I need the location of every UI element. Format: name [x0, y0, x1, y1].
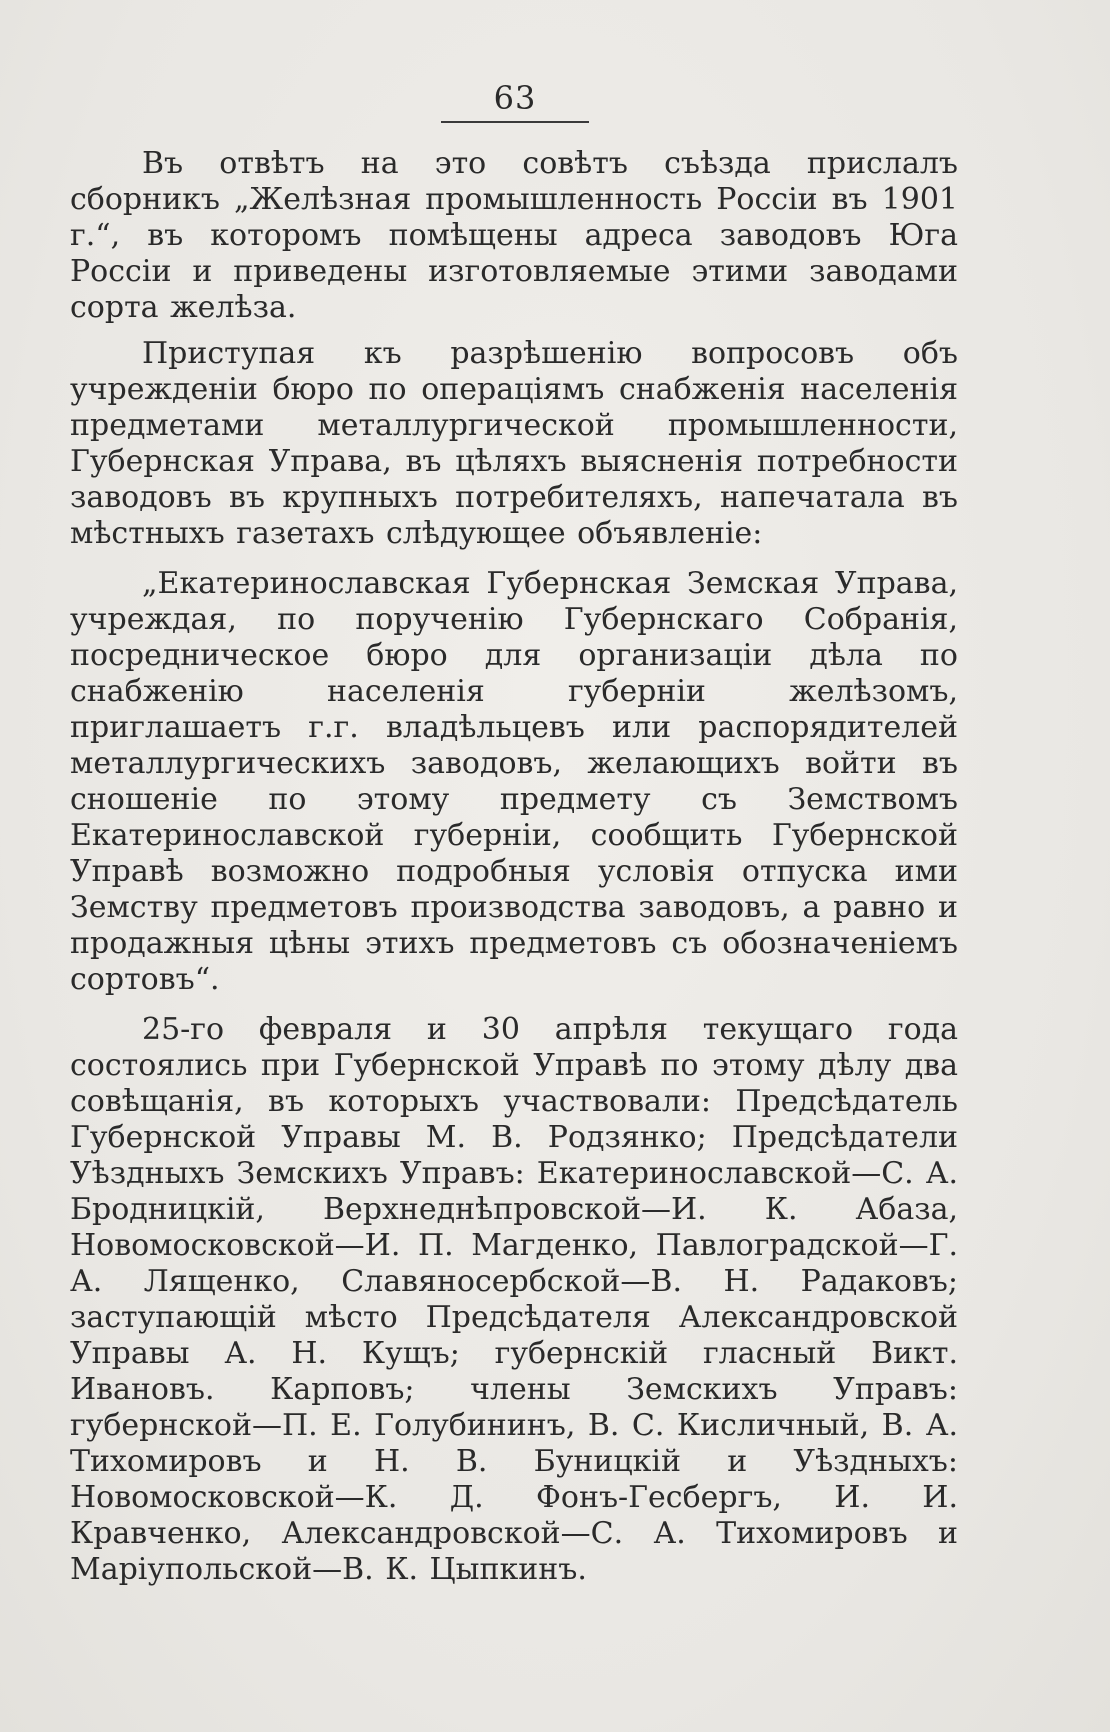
- paragraph-announcement: „Екатеринославская Губернская Земская Управа, учреждая, по порученію Губернскаго Собранія, посредническое бюро для организаціи дѣла по снабженію населенія губерніи желѣзомъ, приглашаетъ г.г. владѣльцевъ или распорядителей металлургическихъ заводовъ, желающихъ войти въ сношеніе по этому предмету съ Земствомъ Екатеринославской губерніи, сообщить Губернской Управѣ возможно подробныя условія отпуска ими Земству предметовъ производства заводовъ, а равно и продажныя цѣны этихъ предметовъ съ обозначеніемъ сортовъ“.: [70, 566, 958, 997]
- page-number-rule: [441, 121, 589, 123]
- paragraph-reply: Въ отвѣтъ на это совѣтъ съѣзда прислалъ сборникъ „Желѣзная промышленность Россіи въ 1901 г.“, въ которомъ помѣщены адреса заводовъ Юга Россіи и приведены изготовляемые этими заводами сорта желѣза.: [70, 146, 958, 325]
- page-number: 63: [493, 79, 537, 117]
- paragraph-meetings: 25-го февраля и 30 апрѣля текущаго года состоялись при Губернской Управѣ по этому дѣлу два совѣщанія, въ которыхъ участвовали: Предсѣдатель Губернской Управы М. В. Родзянко; Предсѣдатели Уѣздныхъ Земскихъ Управъ: Екатеринославской—С. А. Бродницкій, Верхнеднѣпровской—И. К. Абаза, Новомосковской—И. П. Магденко, Павлоградской—Г. А. Лященко, Славяносербской—В. Н. Радаковъ; заступающій мѣсто Предсѣдателя Александровской Управы А. Н. Кущъ; губернскій гласный Викт. Ивановъ. Карповъ; члены Земскихъ Управъ: губернской—П. Е. Голубининъ, В. С. Кисличный, В. А. Тихомировъ и Н. В. Буницкій и Уѣздныхъ: Новомосковской—К. Д. Фонъ-Гесбергъ, И. И. Кравченко, Александровской—С. А. Тихомировъ и Маріупольской—В. К. Цыпкинъ.: [70, 1012, 958, 1587]
- page-body: [70, 146, 958, 1588]
- paragraph-bureau: Приступая къ разрѣшенію вопросовъ объ учрежденіи бюро по операціямъ снабженія населенія предметами металлургической промышленности, Губернская Управа, въ цѣляхъ выясненія потребности заводовъ въ крупныхъ потребителяхъ, напечатала въ мѣстныхъ газетахъ слѣдующее объявленіе:: [70, 336, 958, 551]
